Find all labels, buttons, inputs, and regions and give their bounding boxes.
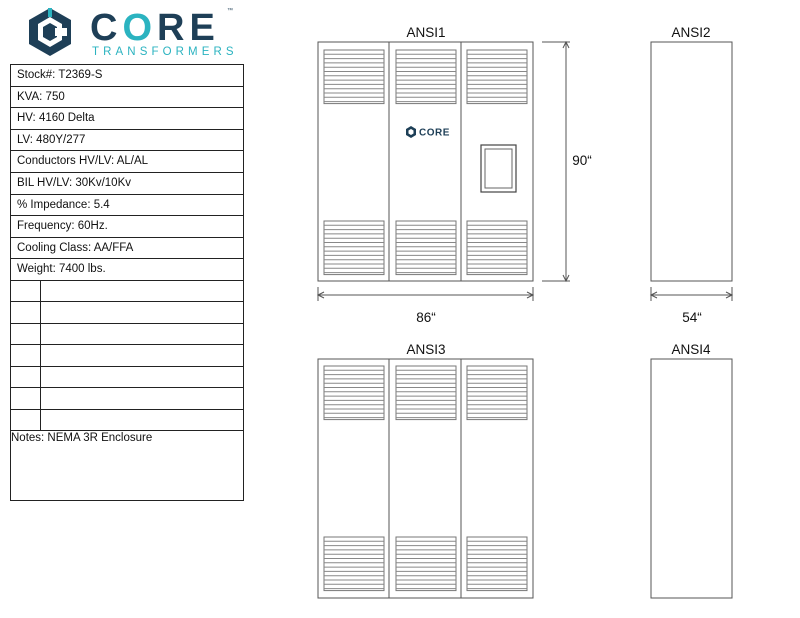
louvre-vent <box>396 366 456 420</box>
blank-row <box>11 324 243 346</box>
spec-lv: LV: 480Y/277 <box>11 130 243 152</box>
spec-hv: HV: 4160 Delta <box>11 108 243 130</box>
louvre-vent <box>396 50 456 104</box>
nameplate-window <box>481 145 516 192</box>
blank-row <box>11 367 243 389</box>
notes: Notes: NEMA 3R Enclosure <box>11 432 153 445</box>
view-label-ansi4: ANSI4 <box>671 342 711 357</box>
view-label-ansi1: ANSI1 <box>406 25 446 40</box>
logo-subtitle: TRANSFORMERS <box>92 46 238 58</box>
blank-row <box>11 410 243 432</box>
ansi3-rear-view <box>318 359 533 598</box>
spec-weight: Weight: 7400 lbs. <box>11 259 243 281</box>
spec-bil: BIL HV/LV: 30Kv/10Kv <box>11 173 243 195</box>
louvre-vent <box>324 537 384 591</box>
spec-cooling: Cooling Class: AA/FFA <box>11 238 243 260</box>
dimension-height-label: 90“ <box>572 153 592 168</box>
louvre-vent <box>467 221 527 275</box>
view-label-ansi3: ANSI3 <box>406 342 446 357</box>
dimension-depth-label: 54“ <box>682 310 702 325</box>
louvre-vent <box>324 221 384 275</box>
spec-frequency: Frequency: 60Hz. <box>11 216 243 238</box>
louvre-vent <box>324 50 384 104</box>
dimension-depth-line <box>651 287 732 301</box>
dimension-width-line <box>318 287 533 301</box>
louvre-vent <box>467 50 527 104</box>
ansi2-side-view <box>651 42 732 281</box>
louvre-vent <box>467 537 527 591</box>
core-hexagon-icon <box>24 6 76 58</box>
core-transformers-logo <box>24 6 239 58</box>
view-label-ansi2: ANSI2 <box>671 25 711 40</box>
panel-logo <box>406 126 450 139</box>
ansi1-front-view <box>318 42 533 281</box>
spec-stock: Stock#: T2369-S <box>11 65 243 87</box>
blank-row <box>11 345 243 367</box>
spec-kva: KVA: 750 <box>11 87 243 109</box>
spec-table <box>10 64 244 501</box>
louvre-vent <box>467 366 527 420</box>
ansi4-side-view <box>651 359 732 598</box>
blank-row <box>11 388 243 410</box>
louvre-vent <box>396 537 456 591</box>
louvre-vent <box>396 221 456 275</box>
panel-logo-text: CORE <box>419 127 450 139</box>
logo-trademark: ™ <box>227 8 233 14</box>
blank-row <box>11 302 243 324</box>
dimension-width-label: 86“ <box>416 310 436 325</box>
spec-impedance: % Impedance: 5.4 <box>11 195 243 217</box>
blank-row <box>11 281 243 303</box>
louvre-vent <box>324 366 384 420</box>
logo-wordmark: CORE <box>90 7 220 49</box>
spec-conductors: Conductors HV/LV: AL/AL <box>11 151 243 173</box>
